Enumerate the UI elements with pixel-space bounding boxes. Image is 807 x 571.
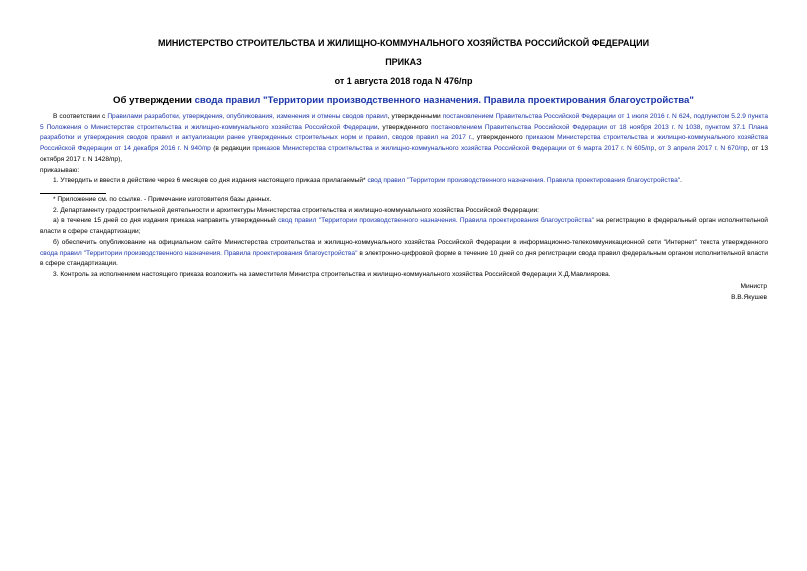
preamble-text: , [689, 113, 694, 120]
item-3: 3. Контроль за исполнением настоящего приказа возложить на заместителя Министра строительства и жилищно-коммунального хозяйства Российской Федерации Х.Д.Мавлиярова. [53, 270, 611, 278]
signature-position: Министр [740, 283, 767, 290]
item-2a-text: а) в течение 15 дней со дня издания приказа направить утвержденный [53, 217, 279, 225]
document-type: ПРИКАЗ [385, 57, 422, 67]
preamble-text: , утвержденного [472, 134, 526, 142]
government-decree-624-link[interactable]: постановлением Правительства Российской Федерации от 1 июля 2016 г. N 624 [442, 113, 690, 120]
rules-link[interactable]: Правилами разработки, утверждения, опубликования, изменения и отмены сводов правил [107, 113, 388, 120]
ministry-regulation-link[interactable]: подпунктом 5.2.9 пункта 5 Положения о Министерстве строительства и жилищно-коммунального хозяйства Российской Федерации [40, 113, 769, 131]
item-2a-link[interactable]: свод правил "Территории производственного назначения. Правила проектирования благоустройства" [278, 217, 594, 225]
title-prefix: Об утверждении [113, 95, 195, 106]
item-1-end: . [680, 177, 682, 185]
preamble-text: , [654, 145, 659, 153]
item-1 [40, 176, 768, 187]
main-body [40, 112, 768, 187]
item-1-text: 1. Утвердить и ввести в действие через 6 месяцев со дня издания настоящего приказа прилагаемый* [53, 177, 368, 185]
ministry-heading: МИНИСТЕРСТВО СТРОИТЕЛЬСТВА И ЖИЛИЩНО-КОММУНАЛЬНОГО ХОЗЯЙСТВА РОССИЙСКОЙ ФЕДЕРАЦИИ [157, 38, 650, 48]
plan-item-37-1-link[interactable]: пунктом 37.1 Плана разработки и утверждения сводов правил и актуализации ранее утвержденных строительных норм и правил, сводов правил на 2017 г. [40, 123, 768, 142]
preamble-text: , утвержденного [377, 123, 432, 131]
order-word: приказываю: [40, 166, 80, 174]
item-2b [40, 238, 768, 270]
document-title [0, 95, 807, 106]
signature-name: В.В.Якушев [731, 294, 767, 301]
signature-block [731, 281, 767, 303]
footnote: * Приложение см. по ссылке. - Примечание изготовителя базы данных. [53, 196, 272, 203]
item-2b-text: б) обеспечить опубликование на официальном сайте Министерства строительства и жилищно-коммунального хозяйства Российской Федерации в информационно-телекоммуникационной сети "Интернет" текста утвержденного [53, 238, 768, 246]
order-605-link[interactable]: приказов Министерства строительства и жилищно-коммунального хозяйства Российской Федерации от 6 марта 2017 г. N 605/пр [252, 145, 655, 153]
item-1-link[interactable]: свод правил "Территории производственного назначения. Правила проектирования благоустройства" [367, 177, 681, 185]
preamble-text: В соответствии с [53, 113, 108, 120]
item-2a-end: на регистрацию в федеральный орган исполнительной власти в сфере стандартизации; [40, 217, 768, 236]
preamble-paragraph [40, 112, 768, 166]
government-decree-1038-link[interactable]: постановлением Правительства Российской Федерации от 18 ноября 2013 г. N 1038 [431, 123, 701, 131]
preamble-text: , от 13 октября 2017 г. N 1428/пр), [40, 145, 769, 163]
item-2b-end: в электронно-цифровой форме в течение 10 дней со дня регистрации свода правил федеральным органом исполнительной власти в сфере стандартизации. [40, 249, 768, 268]
title-link[interactable]: свода правил "Территории производственного назначения. Правила проектирования благоустройства" [194, 95, 694, 106]
footnote-divider [40, 193, 106, 194]
order-940-link[interactable]: приказом Министерства строительства и жилищно-коммунального хозяйства Российской Федерации от 14 декабря 2016 г. N 940/пр [40, 134, 768, 153]
item-2a [40, 216, 768, 237]
lower-body [40, 195, 768, 281]
preamble-text: , утвержденными [387, 113, 443, 120]
document-date: от 1 августа 2018 года N 476/пр [334, 76, 473, 86]
preamble-text: , [700, 123, 706, 131]
item-2: 2. Департаменту градостроительной деятельности и архитектуры Министерства строительства и жилищно-коммунального хозяйства Российской Федерации: [53, 206, 540, 214]
order-670-link[interactable]: от 3 апреля 2017 г. N 670/пр [658, 145, 748, 153]
item-2b-link[interactable]: свода правил "Территории производственного назначения. Правила проектирования благоустройства" [40, 249, 358, 257]
preamble-text: (в редакции [210, 145, 253, 153]
